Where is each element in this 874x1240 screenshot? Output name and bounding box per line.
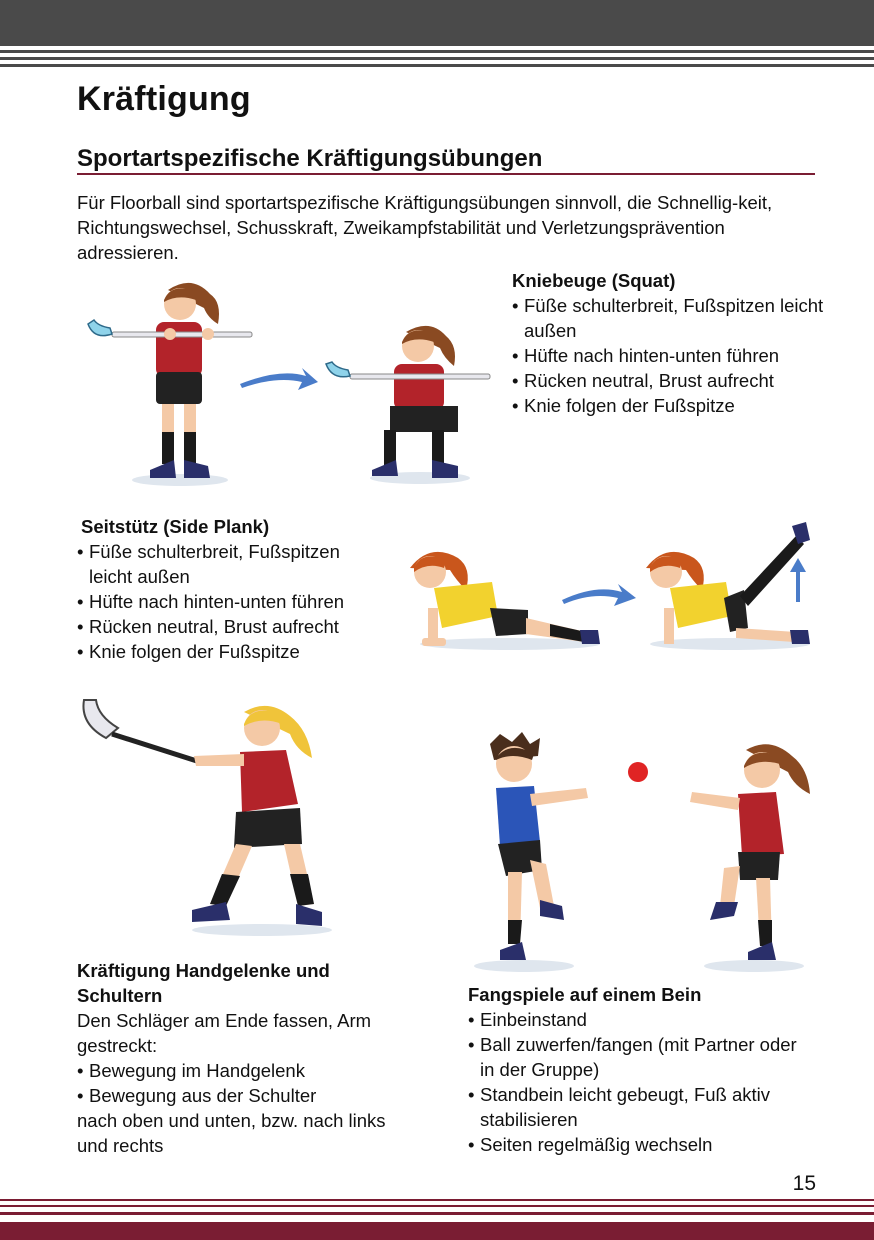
list-item: • Füße schulterbreit, Fußspitzen leicht außen: [512, 293, 832, 343]
list-item: • Standbein leicht gebeugt, Fuß aktiv stabilisieren: [468, 1082, 808, 1132]
wrist-intro-line: gestreckt:: [77, 1035, 158, 1056]
list-item: • Bewegung im Handgelenk: [77, 1058, 417, 1083]
list-item: • Hüfte nach hinten-unten führen: [512, 343, 832, 368]
plank-title: Seitstütz (Side Plank): [81, 516, 270, 537]
squat-list: [512, 293, 832, 418]
wrist-intro-line: Den Schläger am Ende fassen, Arm: [77, 1010, 372, 1031]
catch-title: Fangspiele auf einem Bein: [468, 984, 702, 1005]
wrist-list: [77, 1058, 417, 1108]
header-bar: [0, 0, 874, 46]
squat-title: Kniebeuge (Squat): [512, 270, 676, 291]
catch-section: [468, 982, 808, 1157]
girl-catcher-figure: [690, 744, 810, 972]
up-arrow-icon: [790, 558, 806, 602]
footer-rule: [0, 1205, 874, 1207]
list-item: • Hüfte nach hinten-unten führen: [77, 589, 377, 614]
footer-rule: [0, 1199, 874, 1201]
list-item: • Knie folgen der Fußspitze: [512, 393, 832, 418]
boy-figure: [474, 732, 588, 972]
wrist-outro-line: und rechts: [77, 1135, 164, 1156]
intro-paragraph: Für Floorball sind sportartspezifische Kräftigungsübungen sinnvoll, die Schnellig-keit, Richtungswechsel, Schusskraft, Zweikampfstabilität und Verletzungsprävention adressieren.: [77, 192, 773, 263]
wrist-title-line: Kräftigung Handgelenke und: [77, 960, 330, 981]
motion-arrow-icon: [240, 368, 318, 390]
list-item: • Knie folgen der Fußspitze: [77, 639, 377, 664]
plank-leg-raise-figure: [646, 522, 810, 650]
list-item: • Bewegung aus der Schulter: [77, 1083, 417, 1108]
motion-arrow-icon: [562, 584, 636, 606]
wrist-title-line: Schultern: [77, 985, 163, 1006]
list-item: • Rücken neutral, Brust aufrecht: [512, 368, 832, 393]
squat-section: [512, 268, 832, 418]
wrist-title: [77, 958, 417, 1008]
page-number: 15: [792, 1172, 816, 1195]
catch-game-illustration: [470, 730, 820, 976]
standing-player-figure: [88, 283, 252, 486]
subtitle-underline: [77, 173, 815, 175]
list-item: • Einbeinstand: [468, 1007, 808, 1032]
list-item: • Seiten regelmäßig wechseln: [468, 1132, 808, 1157]
list-item: • Rücken neutral, Brust aufrecht: [77, 614, 377, 639]
squatting-player-figure: [326, 326, 490, 484]
ball: [628, 762, 648, 782]
plank-list: [77, 539, 377, 664]
header-rule: [0, 57, 874, 60]
list-item: • Ball zuwerfen/fangen (mit Partner oder in der Gruppe): [468, 1032, 808, 1082]
wrist-outro: [77, 1108, 417, 1158]
plank-section: [77, 514, 377, 664]
section-subtitle: Sportartspezifische Kräftigungsübungen: [77, 145, 543, 172]
squat-illustration: [80, 272, 500, 492]
wrist-section: [77, 958, 417, 1158]
wrist-shoulder-illustration: [76, 694, 336, 944]
side-plank-illustration: [400, 518, 820, 658]
stick-player-figure: [83, 700, 332, 936]
footer-rule: [0, 1212, 874, 1215]
list-item: • Füße schulterbreit, Fußspitzen leicht außen: [77, 539, 377, 589]
catch-list: [468, 1007, 808, 1157]
page-title: Kräftigung: [77, 80, 251, 118]
header-rule: [0, 50, 874, 53]
wrist-intro: [77, 1008, 417, 1058]
wrist-outro-line: nach oben und unten, bzw. nach links: [77, 1110, 386, 1131]
footer-bar: [0, 1222, 874, 1240]
header-rule: [0, 64, 874, 67]
